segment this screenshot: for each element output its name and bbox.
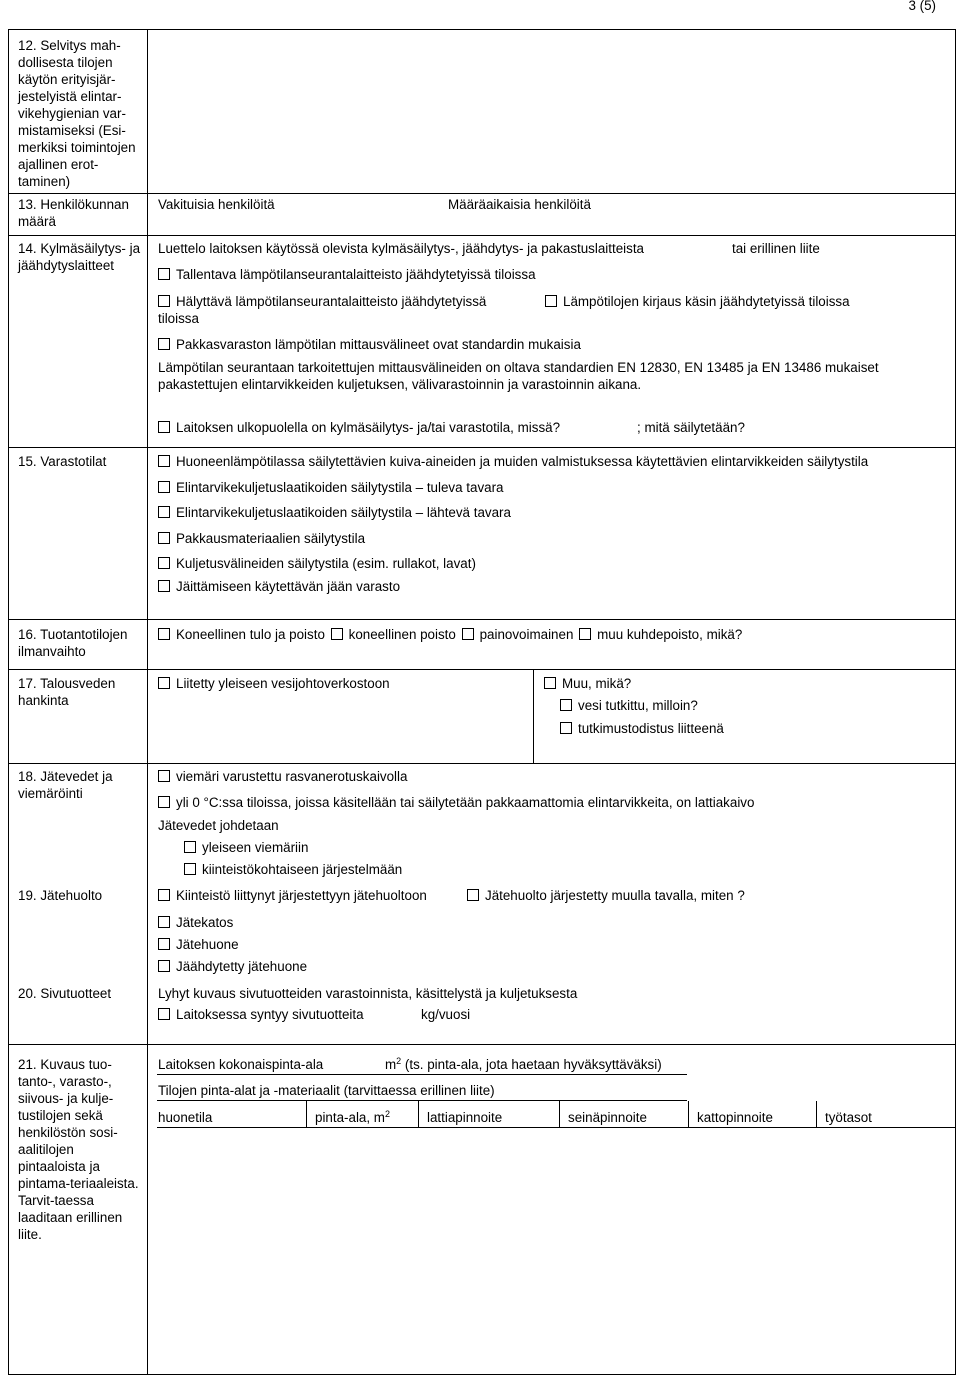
total-area-unit: $m^2$ (ts. pinta-ala, jota haetaan hyväksyttäväksi)	[385, 1056, 662, 1072]
property-system-option[interactable]: kiinteistökohtaiseen järjestelmään	[184, 861, 402, 878]
section-16-label: 16. Tuotantotilojen ilmanvaihto	[18, 627, 128, 659]
row-divider	[8, 669, 956, 670]
water-column-divider	[533, 669, 534, 763]
standard-note-line-1: Lämpötilan seurantaan tarkoitettujen mittausvälineiden on oltava standardien EN 12830, EN 13485 ja EN 13486 mukaiset	[158, 360, 879, 375]
checkbox[interactable]	[158, 295, 170, 307]
label-column-divider	[147, 29, 148, 1375]
checkbox[interactable]	[158, 557, 170, 569]
storage-option[interactable]: Huoneenlämpötilassa säilytettävien kuiva-aineiden ja muiden valmistuksessa käytettävien elintarvikkeiden säilytystila	[158, 453, 868, 470]
checkbox[interactable]	[545, 295, 557, 307]
checkbox[interactable]	[158, 677, 170, 689]
checkbox[interactable]	[158, 960, 170, 972]
total-area-underline	[157, 1074, 687, 1075]
attachment-note: tai erillinen liite	[732, 241, 820, 256]
checkbox[interactable]	[158, 268, 170, 280]
waste-shelter-option[interactable]: Jätekatos	[158, 914, 233, 931]
waste-room-option[interactable]: Jätehuone	[158, 936, 239, 953]
row-divider	[8, 447, 956, 448]
section-19-label: 19. Jätehuolto	[18, 888, 103, 903]
row-divider	[8, 763, 956, 764]
checkbox[interactable]	[158, 770, 170, 782]
manual-logging-option[interactable]: Lämpötilojen kirjaus käsin jäähdytetyissä tiloissa	[545, 293, 850, 310]
checkbox[interactable]	[560, 722, 572, 734]
column-header-room: huonetila	[158, 1110, 213, 1125]
column-header-area: pinta-ala, $m^2$	[315, 1109, 390, 1125]
outside-storage-option[interactable]: Laitoksen ulkopuolella on kylmäsäilytys- ja/tai varastotila, missä?	[158, 419, 560, 436]
other-water-option[interactable]: Muu, mikä?	[544, 675, 631, 692]
table-column-divider	[559, 1101, 560, 1127]
standard-note-line-2: pakastettujen elintarvikkeiden kuljetuksen, välivarastoinnin ja varastoinnin aikana.	[158, 377, 642, 392]
column-header-wall: seinäpinnoite	[568, 1110, 647, 1125]
row-divider	[8, 619, 956, 620]
checkbox[interactable]	[158, 338, 170, 350]
storage-option[interactable]: Kuljetusvälineiden säilytystila (esim. rullakot, lavat)	[158, 555, 476, 572]
column-header-floor: lattiapinnoite	[427, 1110, 503, 1125]
table-column-divider	[688, 1101, 689, 1127]
alarm-monitoring-option[interactable]: Hälyttävä lämpötilanseurantalaitteisto jäähdytetyissä	[158, 293, 486, 310]
temporary-staff-label: Määräaikaisia henkilöitä	[448, 197, 591, 212]
floor-drain-option[interactable]: yli 0 °C:ssa tiloissa, joissa käsitellään tai säilytetään pakkaamattomia elintarvikkeita, on lattiakaivo	[158, 794, 754, 811]
water-tested-option[interactable]: vesi tutkittu, milloin?	[560, 697, 698, 714]
materials-heading: Tilojen pinta-alat ja -materiaalit (tarvittaessa erillinen liite)	[158, 1083, 495, 1098]
table-column-divider	[306, 1101, 307, 1127]
byproducts-generated-option[interactable]: Laitoksessa syntyy sivutuotteita	[158, 1006, 364, 1023]
row-divider	[8, 235, 956, 236]
equipment-list-intro: Luettelo laitoksen käytössä olevista kylmäsäilytys-, jäähdytys- ja pakastuslaitteista	[158, 241, 645, 256]
alarm-monitoring-option-cont: tiloissa	[158, 311, 199, 326]
public-sewer-option[interactable]: yleiseen viemäriin	[184, 839, 308, 856]
checkbox[interactable]	[184, 841, 196, 853]
checkbox[interactable]	[158, 580, 170, 592]
recording-monitoring-option[interactable]: Tallentava lämpötilanseurantalaitteisto jäähdytetyissä tiloissa	[158, 266, 536, 283]
checkbox[interactable]	[467, 889, 479, 901]
test-report-option[interactable]: tutkimustodistus liitteenä	[560, 720, 724, 737]
page-number: 3 (5)	[908, 0, 936, 13]
byproducts-intro: Lyhyt kuvaus sivutuotteiden varastoinnista, käsittelystä ja kuljetuksesta	[158, 986, 578, 1001]
permanent-staff-label: Vakituisia henkilöitä	[158, 197, 275, 212]
waste-joined-option[interactable]: Kiinteistö liittynyt järjestettyyn jätehuoltoon	[158, 887, 427, 904]
row-divider	[8, 1044, 956, 1045]
checkbox[interactable]	[331, 628, 343, 640]
checkbox[interactable]	[158, 532, 170, 544]
storage-option[interactable]: Elintarvikekuljetuslaatikoiden säilytystila – tuleva tavara	[158, 479, 504, 496]
table-column-divider	[418, 1101, 419, 1127]
checkbox[interactable]	[158, 1008, 170, 1020]
row-divider	[8, 193, 956, 194]
storage-option[interactable]: Elintarvikekuljetuslaatikoiden säilytystila – lähtevä tavara	[158, 504, 511, 521]
public-water-option[interactable]: Liitetty yleiseen vesijohtoverkostoon	[158, 675, 390, 692]
checkbox[interactable]	[579, 628, 591, 640]
section-12-label: 12. Selvitys mah-dollisesta tilojen käytön erityisjär-jestelyistä elintar-vikehygienian var-mistamiseksi (Esi-merkiksi toimintojen ajallinen erot-taminen)	[18, 38, 136, 189]
checkbox[interactable]	[544, 677, 556, 689]
section-15-label: 15. Varastotilat	[18, 454, 107, 469]
form-frame	[8, 29, 956, 1375]
grease-trap-option[interactable]: viemäri varustettu rasvanerotuskaivolla	[158, 768, 407, 785]
checkbox[interactable]	[158, 916, 170, 928]
column-header-worktop: työtasot	[825, 1110, 872, 1125]
checkbox[interactable]	[462, 628, 474, 640]
checkbox[interactable]	[158, 628, 170, 640]
section-14-label: 14. Kylmäsäilytys- ja jäähdytyslaitteet	[18, 241, 141, 273]
byproducts-unit: kg/vuosi	[421, 1007, 471, 1022]
checkbox[interactable]	[158, 796, 170, 808]
table-header-underline	[157, 1127, 955, 1128]
freezer-standard-option[interactable]: Pakkasvaraston lämpötilan mittausvälineet ovat standardin mukaisia	[158, 336, 581, 353]
checkbox[interactable]	[560, 699, 572, 711]
section-21-label: 21. Kuvaus tuo-tanto-, varasto-, siivous- ja kulje-tustilojen sekä henkilöstön sosi-aalitilojen pintaaloista ja pintama-teriaaleista. Tarvit-taessa laaditaan erillinen liite.	[18, 1057, 139, 1242]
section-20-label: 20. Sivutuotteet	[18, 986, 112, 1001]
checkbox[interactable]	[158, 938, 170, 950]
wastewater-heading: Jätevedet johdetaan	[158, 818, 279, 833]
checkbox[interactable]	[158, 889, 170, 901]
ventilation-options: Koneellinen tulo ja poisto koneellinen poisto painovoimainen muu kuhdepoisto, mikä?	[158, 626, 742, 643]
checkbox[interactable]	[158, 455, 170, 467]
storage-option[interactable]: Pakkausmateriaalien säilytystila	[158, 530, 365, 547]
checkbox[interactable]	[158, 481, 170, 493]
total-area-label: Laitoksen kokonaispinta-ala	[158, 1057, 324, 1072]
cooled-waste-room-option[interactable]: Jäähdytetty jätehuone	[158, 958, 307, 975]
section-18-label: 18. Jätevedet ja viemäröinti	[18, 769, 113, 801]
stored-items-label: ; mitä säilytetään?	[637, 420, 745, 435]
column-header-ceiling: kattopinnoite	[697, 1110, 773, 1125]
materials-underline	[157, 1100, 687, 1101]
checkbox[interactable]	[184, 863, 196, 875]
section-17-label: 17. Talousveden hankinta	[18, 676, 116, 708]
checkbox[interactable]	[158, 506, 170, 518]
section-13-label: 13. Henkilökunnan määrä	[18, 197, 129, 229]
checkbox[interactable]	[158, 421, 170, 433]
waste-other-option[interactable]: Jätehuolto järjestetty muulla tavalla, miten ?	[467, 887, 745, 904]
storage-option[interactable]: Jäittämiseen käytettävän jään varasto	[158, 578, 400, 595]
table-column-divider	[816, 1101, 817, 1127]
